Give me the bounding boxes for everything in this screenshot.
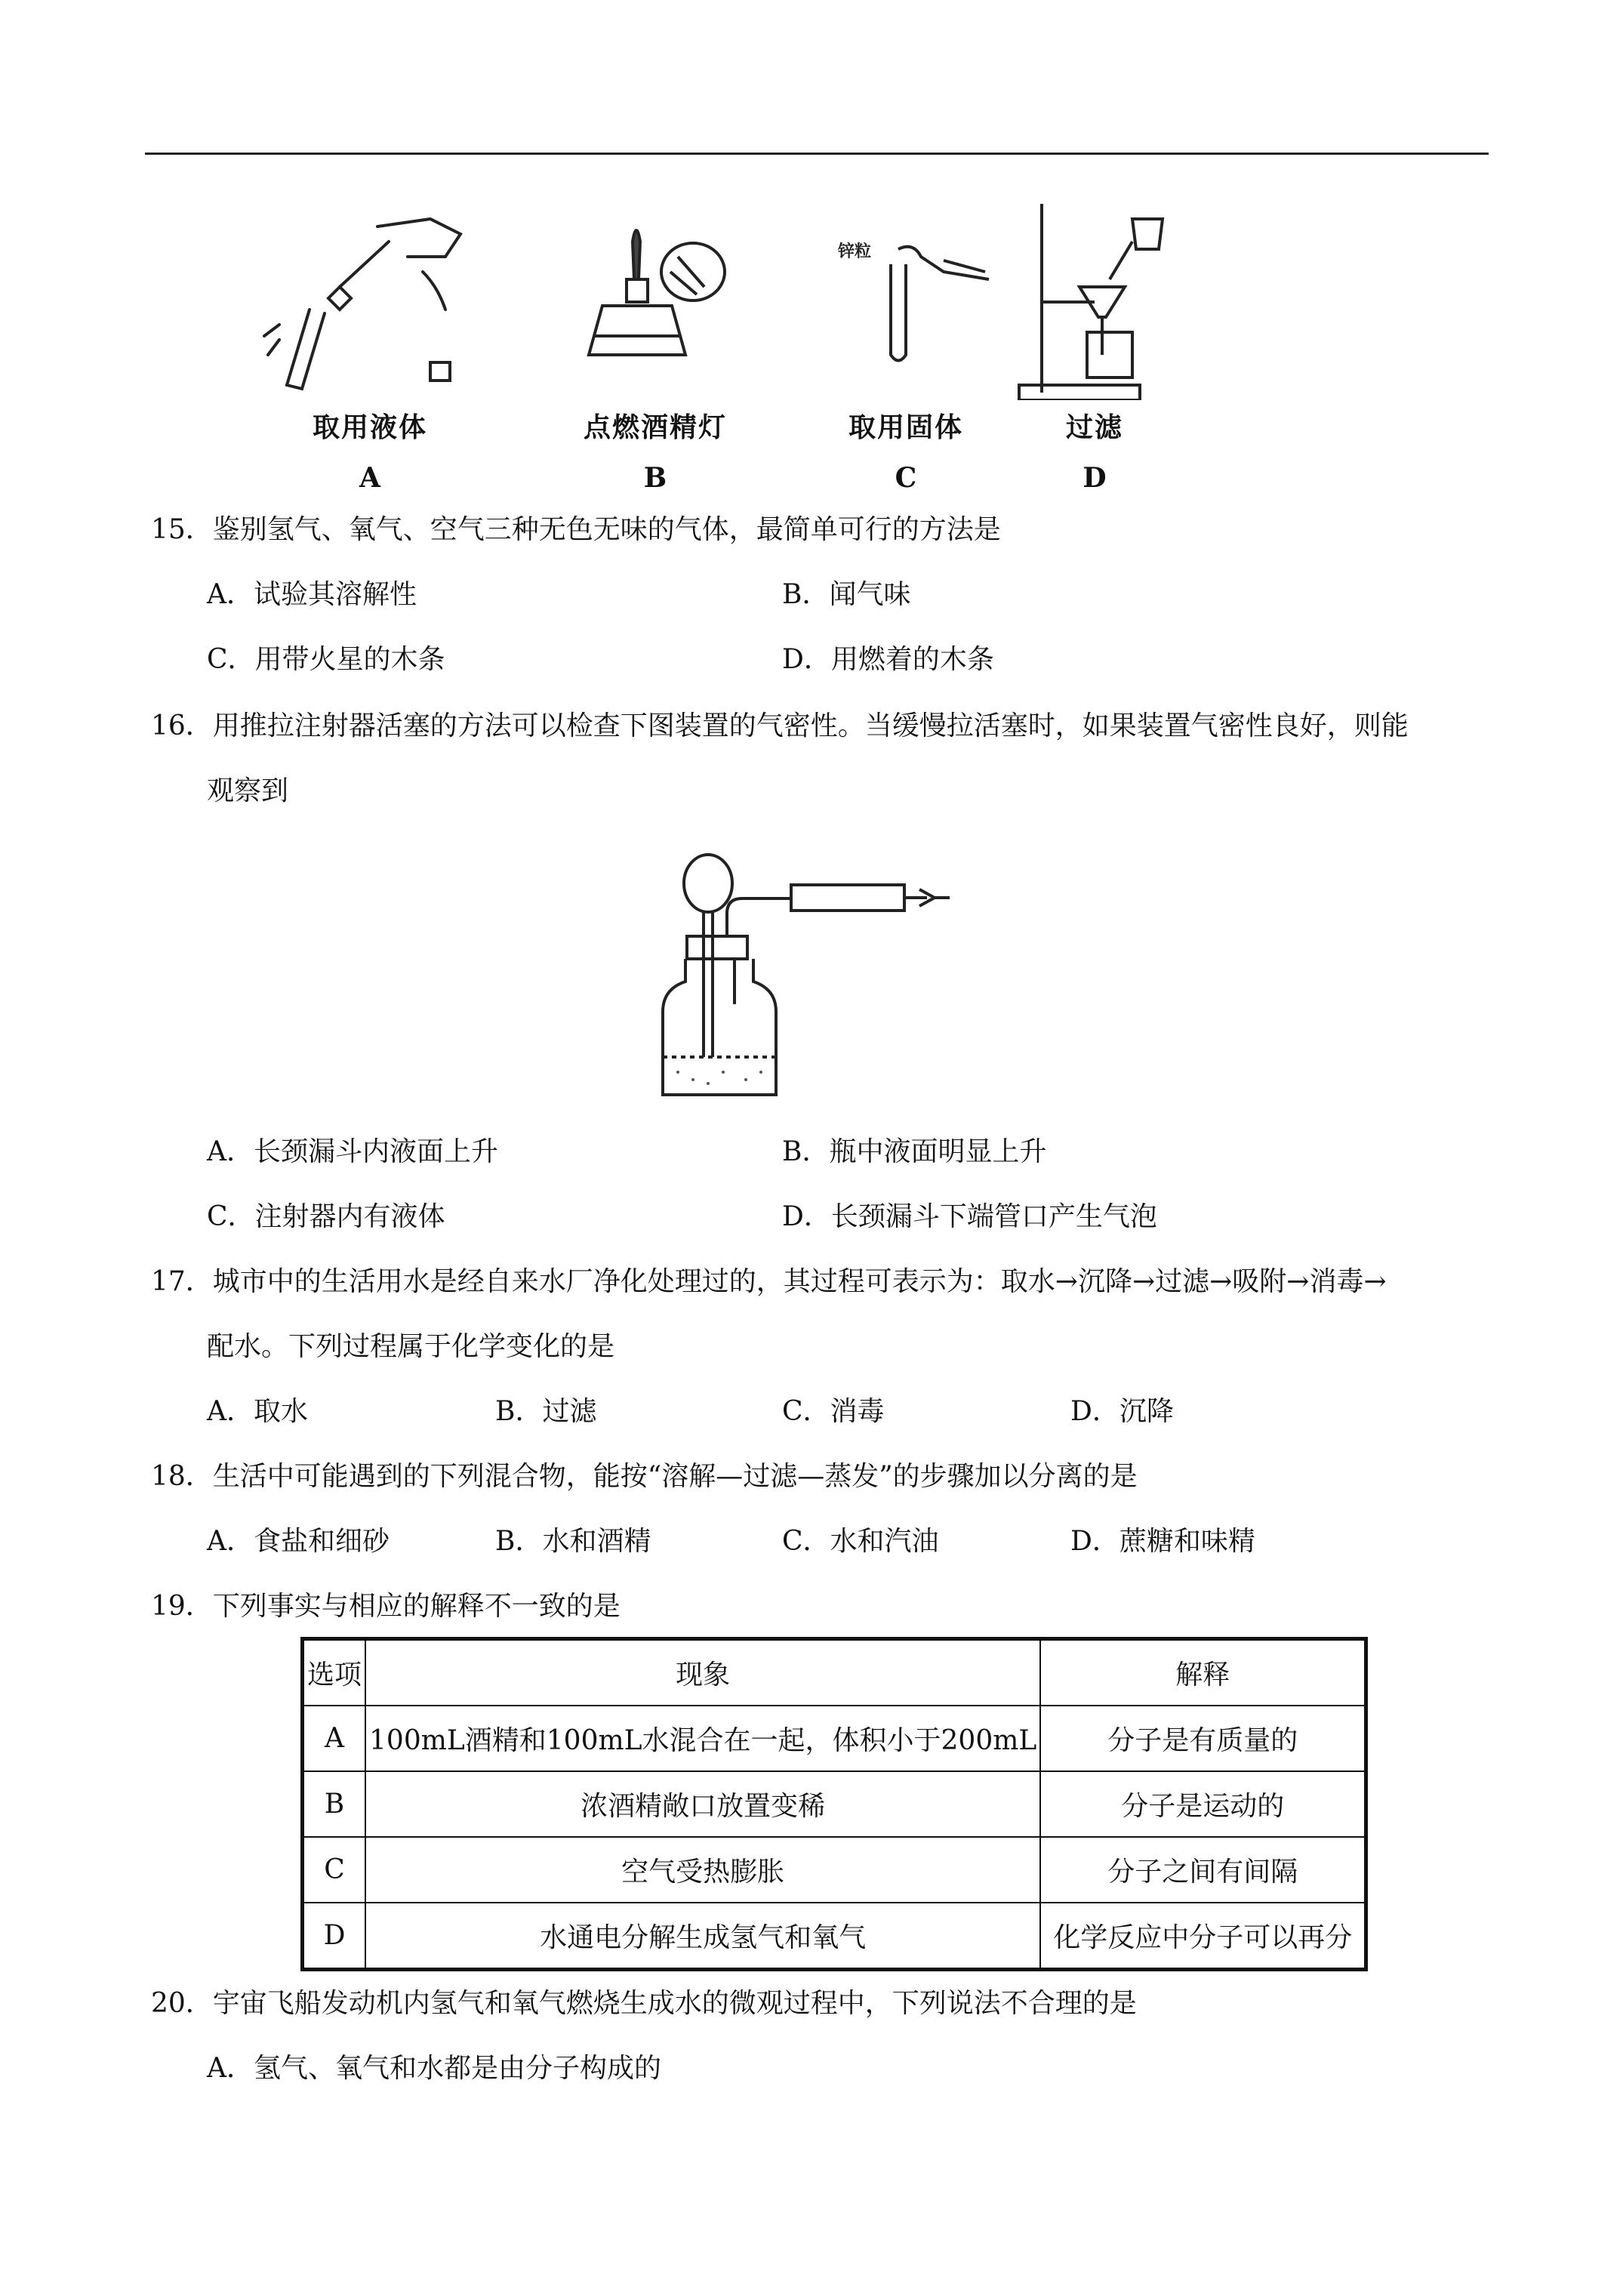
row-option: A — [303, 1706, 366, 1771]
q20-option-a: A．氢气、氧气和水都是由分子构成的 — [207, 2053, 661, 2084]
row-explanation: 分子是运动的 — [1040, 1771, 1366, 1837]
question-17-stem: 17．城市中的生活用水是经自来水厂净化处理过的，其过程可表示为：取水→沉降→过滤→吸附→消毒→ — [151, 1266, 1387, 1297]
row-explanation: 化学反应中分子可以再分 — [1040, 1903, 1366, 1970]
table-row — [303, 1706, 1366, 1771]
q17-option-b: B．过滤 — [495, 1396, 597, 1427]
q17-option-a: A．取水 — [207, 1396, 308, 1427]
test-tube-solid-icon — [793, 204, 1019, 400]
figure-c — [793, 204, 1019, 498]
table-row — [303, 1771, 1366, 1837]
q18-option-b: B．水和酒精 — [495, 1526, 651, 1557]
figure-caption: 取用液体 — [312, 411, 427, 443]
figure-a — [257, 204, 483, 498]
q18-option-a: A．食盐和细砂 — [207, 1526, 390, 1557]
q16-option-b: B．瓶中液面明显上升 — [782, 1136, 1047, 1167]
q15-option-c: C．用带火星的木条 — [207, 644, 445, 675]
row-phenomenon: 水通电分解生成氢气和氧气 — [365, 1903, 1040, 1970]
q18-option-c: C．水和汽油 — [782, 1526, 939, 1557]
question-15-stem: 15．鉴别氢气、氧气、空气三种无色无味的气体，最简单可行的方法是 — [151, 514, 1001, 545]
row-option: D — [303, 1903, 366, 1970]
top-rule — [145, 153, 1489, 155]
pouring-liquid-icon — [257, 204, 483, 400]
q15-option-a: A．试验其溶解性 — [207, 579, 417, 610]
figure-d — [1012, 204, 1238, 498]
row-phenomenon: 浓酒精敞口放置变稀 — [365, 1771, 1040, 1837]
q15-option-d: D．用燃着的木条 — [782, 644, 994, 675]
table-row — [303, 1903, 1366, 1970]
figure-b — [542, 204, 768, 498]
row-explanation: 分子是有质量的 — [1040, 1706, 1366, 1771]
q15-option-b: B．闻气味 — [782, 579, 911, 610]
row-option: B — [303, 1771, 366, 1837]
zinc-granule-label: 锌粒 — [838, 242, 872, 261]
row-phenomenon: 空气受热膨胀 — [365, 1837, 1040, 1903]
table-row — [303, 1837, 1366, 1903]
header-phenomenon: 现象 — [365, 1639, 1040, 1706]
lab-figure-row — [257, 204, 1389, 498]
figure-caption: 取用固体 — [848, 411, 963, 443]
figure-caption: 点燃酒精灯 — [583, 411, 727, 443]
filtration-setup-icon — [1012, 204, 1238, 400]
q18-option-d: D．蔗糖和味精 — [1070, 1526, 1255, 1557]
q17-option-d: D．沉降 — [1070, 1396, 1174, 1427]
header-explanation: 解释 — [1040, 1639, 1366, 1706]
row-phenomenon: 100mL酒精和100mL水混合在一起，体积小于200mL — [365, 1706, 1040, 1771]
q16-option-a: A．长颈漏斗内液面上升 — [207, 1136, 498, 1167]
question-16-stem-cont: 观察到 — [207, 775, 289, 806]
explanation-table — [300, 1637, 1368, 1971]
figure-caption: 过滤 — [1065, 411, 1123, 443]
question-18-stem: 18．生活中可能遇到的下列混合物，能按“溶解—过滤—蒸发”的步骤加以分离的是 — [151, 1461, 1138, 1492]
question-17-stem-cont: 配水。下列过程属于化学变化的是 — [207, 1331, 615, 1362]
q16-option-c: C．注射器内有液体 — [207, 1201, 445, 1232]
q16-option-d: D．长颈漏斗下端管口产生气泡 — [782, 1201, 1157, 1232]
syringe-apparatus-icon — [640, 831, 957, 1110]
question-20-stem: 20．宇宙飞船发动机内氢气和氧气燃烧生成水的微观过程中，下列说法不合理的是 — [151, 1988, 1137, 2019]
figure-letter: B — [643, 462, 667, 494]
header-option: 选项 — [303, 1639, 366, 1706]
row-option: C — [303, 1837, 366, 1903]
figure-letter: D — [1083, 462, 1107, 494]
row-explanation: 分子之间有间隔 — [1040, 1837, 1366, 1903]
question-19-stem: 19．下列事实与相应的解释不一致的是 — [151, 1591, 621, 1622]
figure-letter: A — [359, 462, 380, 494]
alcohol-lamp-icon — [542, 204, 768, 400]
figure-letter: C — [895, 462, 917, 494]
question-16-stem: 16．用推拉注射器活塞的方法可以检查下图装置的气密性。当缓慢拉活塞时，如果装置气密性良好，则能 — [151, 710, 1409, 741]
table-header-row — [303, 1639, 1366, 1706]
q17-option-c: C．消毒 — [782, 1396, 885, 1427]
